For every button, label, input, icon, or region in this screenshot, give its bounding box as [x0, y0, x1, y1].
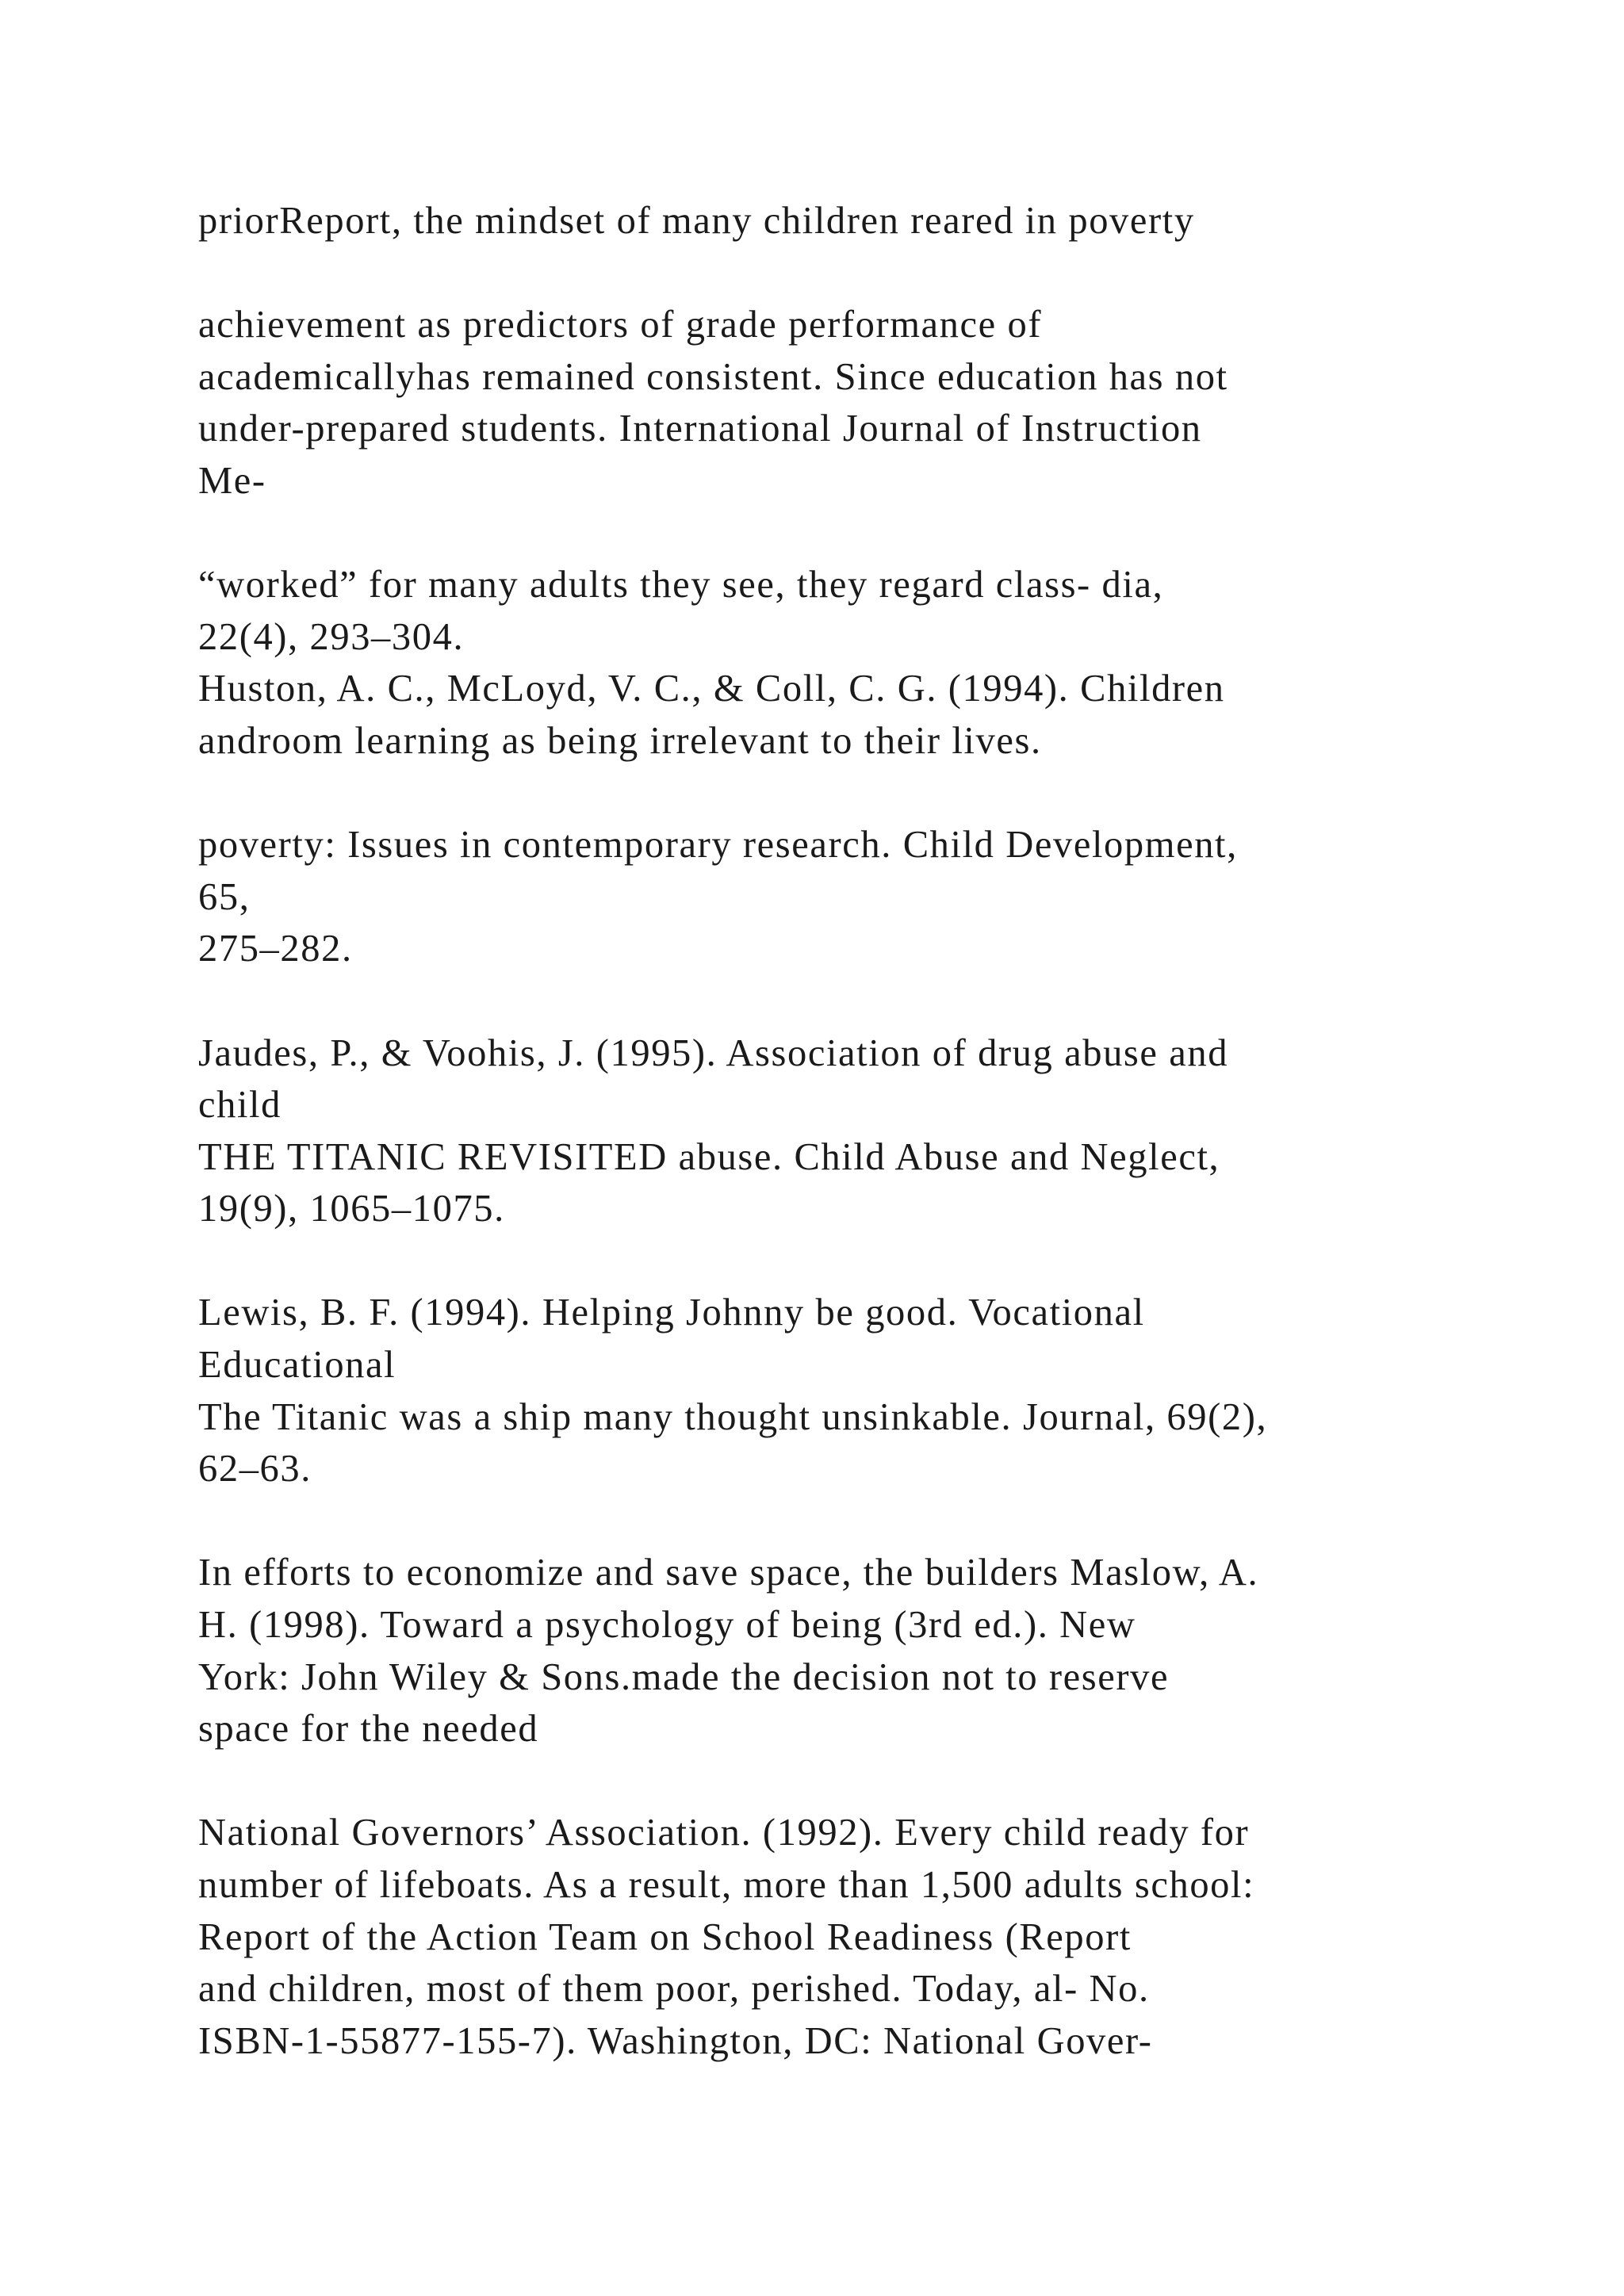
text-line: and children, most of them poor, perished. Today, al- No.	[198, 1968, 1150, 2011]
text-line: under-prepared students. International Journal of Instruction	[198, 408, 1202, 450]
paragraph	[198, 1287, 1546, 1494]
text-line: child	[198, 1084, 282, 1127]
document-body	[198, 195, 1546, 2119]
text-line: Me-	[198, 459, 266, 502]
text-line: achievement as predictors of grade performance of	[198, 304, 1043, 346]
text-line: In efforts to economize and save space, the builders Maslow, A.	[198, 1552, 1259, 1594]
text-line: 275–282.	[198, 928, 353, 970]
text-line: poverty: Issues in contemporary research. Child Development,	[198, 824, 1238, 867]
paragraph	[198, 819, 1546, 975]
paragraph	[198, 1027, 1546, 1235]
text-line: Jaudes, P., & Voohis, J. (1995). Association of drug abuse and	[198, 1031, 1229, 1074]
text-line: Huston, A. C., McLoyd, V. C., & Coll, C. G. (1994). Children	[198, 668, 1225, 710]
text-line: androom learning as being irrelevant to their lives.	[198, 719, 1042, 762]
paragraph	[198, 195, 1546, 247]
text-line: Educational	[198, 1344, 396, 1387]
text-line: “worked” for many adults they see, they regard class- dia,	[198, 564, 1164, 607]
text-line: Report of the Action Team on School Readiness (Report	[198, 1915, 1132, 1958]
text-line: THE TITANIC REVISITED abuse. Child Abuse and Neglect,	[198, 1135, 1220, 1178]
text-line: The Titanic was a ship many thought unsinkable. Journal, 69(2),	[198, 1395, 1268, 1438]
text-line: York: John Wiley & Sons.made the decision not to reserve	[198, 1655, 1170, 1698]
text-line: space for the needed	[198, 1708, 539, 1751]
text-line: priorReport, the mindset of many children reared in poverty	[198, 200, 1195, 242]
text-line: Lewis, B. F. (1994). Helping Johnny be good. Vocational	[198, 1292, 1145, 1334]
text-line: number of lifeboats. As a result, more than 1,500 adults school:	[198, 1864, 1255, 1906]
text-line: ISBN-1-55877-155-7). Washington, DC: National Gover-	[198, 2019, 1153, 2062]
text-line: 65,	[198, 875, 251, 918]
paragraph	[198, 299, 1546, 507]
paragraph	[198, 1807, 1546, 2067]
text-line: National Governors’ Association. (1992). Every child ready for	[198, 1812, 1250, 1854]
text-line: 19(9), 1065–1075.	[198, 1188, 505, 1230]
text-line: 22(4), 293–304.	[198, 615, 465, 658]
text-line: 62–63.	[198, 1448, 312, 1490]
paragraph	[198, 1547, 1546, 1755]
text-line: academicallyhas remained consistent. Since education has not	[198, 355, 1228, 398]
paragraph	[198, 559, 1546, 767]
text-line: H. (1998). Toward a psychology of being (3rd ed.). New	[198, 1604, 1136, 1647]
